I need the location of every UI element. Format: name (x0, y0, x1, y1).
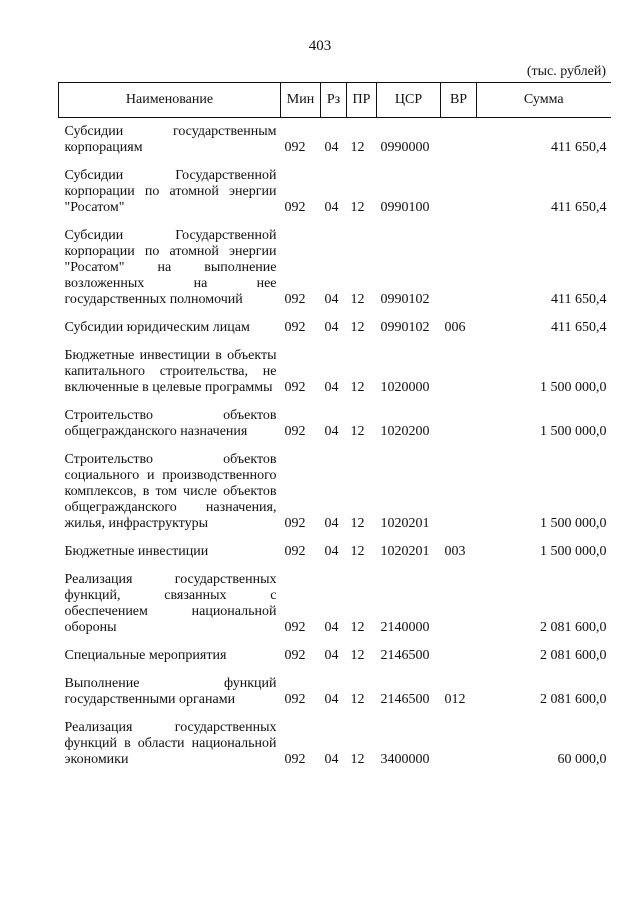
row-sum: 411 650,4 (551, 200, 607, 215)
row-sum: 1 500 000,0 (540, 380, 607, 395)
row-min: 092 (284, 424, 306, 439)
row-rz: 04 (324, 692, 339, 707)
row-csr: 2146500 (380, 692, 430, 707)
budget-table (58, 82, 611, 774)
row-sum: 2 081 600,0 (540, 620, 607, 635)
row-rz: 04 (324, 200, 339, 215)
table-row (59, 566, 611, 642)
row-name: Бюджетные инвестиции в объекты капитального строительства, не включенные в целевые программы (64, 348, 277, 395)
table-header-row (59, 83, 611, 118)
row-pr: 12 (350, 752, 365, 767)
row-rz: 04 (324, 544, 339, 559)
row-rz: 04 (324, 140, 339, 155)
row-vr (441, 566, 477, 642)
row-rz: 04 (324, 380, 339, 395)
row-name: Строительство объектов социального и производственного комплексов, в том числе объектов общегражданского назначения, жилья, инфраструктуры (64, 452, 277, 531)
row-rz: 04 (324, 516, 339, 531)
row-pr: 12 (350, 292, 365, 307)
row-csr: 1020201 (380, 544, 430, 559)
header-rz: Рз (321, 83, 347, 118)
table-row (59, 538, 611, 566)
row-rz: 04 (324, 320, 339, 335)
table-row (59, 222, 611, 314)
row-name: Реализация государственных функций, связанных с обеспечением национальной обороны (64, 572, 277, 635)
row-min: 092 (284, 752, 306, 767)
header-min: Мин (281, 83, 321, 118)
row-pr: 12 (350, 544, 365, 559)
row-vr (441, 402, 477, 446)
row-rz: 04 (324, 620, 339, 635)
row-vr (441, 162, 477, 222)
row-min: 092 (284, 620, 306, 635)
row-pr: 12 (350, 648, 365, 663)
row-pr: 12 (350, 380, 365, 395)
table-row (59, 446, 611, 538)
row-pr: 12 (350, 320, 365, 335)
row-vr: 006 (444, 320, 466, 335)
row-min: 092 (284, 692, 306, 707)
row-csr: 3400000 (380, 752, 430, 767)
row-pr: 12 (350, 692, 365, 707)
header-vr: ВР (441, 83, 477, 118)
row-name: Субсидии Государственной корпорации по атомной энергии "Росатом" (64, 168, 277, 215)
units-label: (тыс. рублей) (526, 64, 606, 79)
row-min: 092 (284, 320, 306, 335)
row-min: 092 (284, 292, 306, 307)
row-pr: 12 (350, 424, 365, 439)
row-min: 092 (284, 516, 306, 531)
row-min: 092 (284, 648, 306, 663)
row-sum: 1 500 000,0 (540, 424, 607, 439)
header-csr: ЦСР (377, 83, 441, 118)
row-csr: 2140000 (380, 620, 430, 635)
row-pr: 12 (350, 140, 365, 155)
header-sum: Сумма (477, 83, 611, 118)
row-sum: 60 000,0 (557, 752, 607, 767)
row-name: Субсидии Государственной корпорации по атомной энергии "Росатом" на выполнение возложенных на нее государственных полномочий (64, 228, 277, 307)
table-row (59, 118, 611, 163)
row-sum: 1 500 000,0 (540, 544, 607, 559)
row-vr (441, 222, 477, 314)
row-sum: 1 500 000,0 (540, 516, 607, 531)
row-sum: 2 081 600,0 (540, 648, 607, 663)
table-body (59, 118, 611, 775)
row-csr: 2146500 (380, 648, 430, 663)
table-row (59, 714, 611, 774)
row-rz: 04 (324, 752, 339, 767)
table-row (59, 342, 611, 402)
row-vr (441, 446, 477, 538)
row-pr: 12 (350, 516, 365, 531)
row-csr: 1020200 (380, 424, 430, 439)
row-csr: 1020000 (380, 380, 430, 395)
row-csr: 0990100 (380, 200, 430, 215)
row-rz: 04 (324, 424, 339, 439)
row-min: 092 (284, 140, 306, 155)
row-csr: 0990102 (380, 292, 430, 307)
row-vr (441, 342, 477, 402)
row-pr: 12 (350, 200, 365, 215)
row-pr: 12 (350, 620, 365, 635)
row-sum: 411 650,4 (551, 292, 607, 307)
row-name: Бюджетные инвестиции (64, 544, 209, 559)
row-rz: 04 (324, 648, 339, 663)
row-vr (441, 714, 477, 774)
row-vr: 012 (444, 692, 466, 707)
table-row (59, 314, 611, 342)
header-pr: ПР (347, 83, 377, 118)
row-vr: 003 (444, 544, 466, 559)
row-name: Строительство объектов общегражданского назначения (64, 408, 277, 439)
row-vr (441, 642, 477, 670)
row-min: 092 (284, 544, 306, 559)
row-name: Специальные мероприятия (64, 648, 227, 663)
row-name: Субсидии государственным корпорациям (64, 124, 277, 155)
row-min: 092 (284, 200, 306, 215)
row-csr: 1020201 (380, 516, 430, 531)
row-name: Реализация государственных функций в области национальной экономики (64, 720, 277, 767)
row-sum: 411 650,4 (551, 140, 607, 155)
table-row (59, 642, 611, 670)
row-name: Субсидии юридическим лицам (64, 320, 250, 335)
table-row (59, 670, 611, 714)
page-number: 403 (308, 38, 332, 54)
row-csr: 0990102 (380, 320, 430, 335)
table-row (59, 162, 611, 222)
row-name: Выполнение функций государственными органами (64, 676, 277, 707)
row-sum: 411 650,4 (551, 320, 607, 335)
row-min: 092 (284, 380, 306, 395)
row-sum: 2 081 600,0 (540, 692, 607, 707)
table-row (59, 402, 611, 446)
row-rz: 04 (324, 292, 339, 307)
row-vr (441, 118, 477, 163)
row-csr: 0990000 (380, 140, 430, 155)
header-name: Наименование (59, 83, 281, 118)
